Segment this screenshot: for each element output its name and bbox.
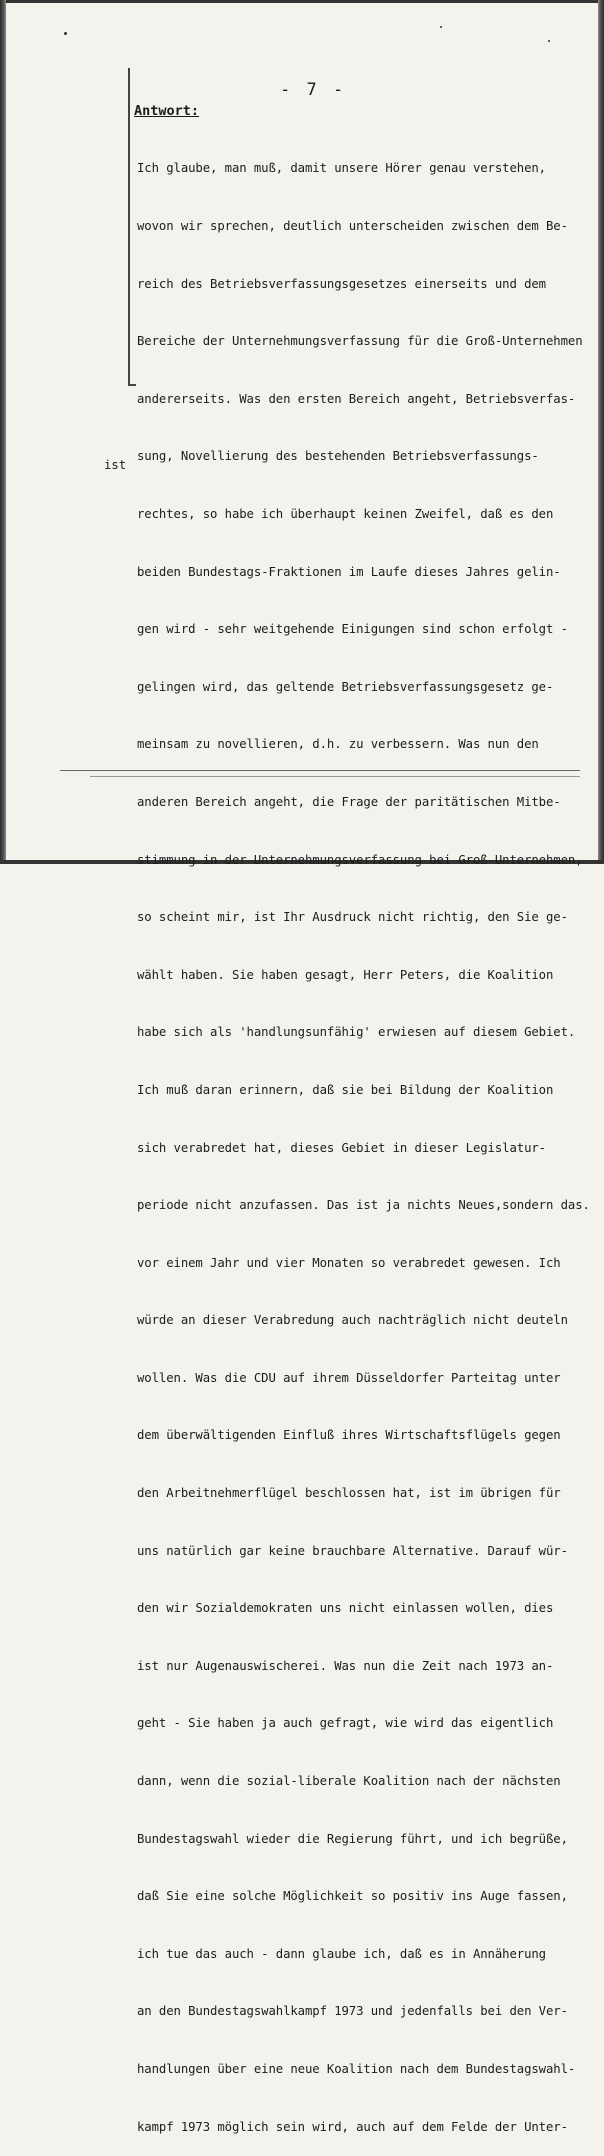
margin-note: ist (104, 458, 127, 472)
text-line: den wir Sozialdemokraten uns nicht einlassen wollen, dies (137, 1601, 554, 1616)
text-line: stimmung in der Unternehmungsverfassung bei Groß-Unternehmen, (137, 852, 583, 867)
text-line: uns natürlich gar keine brauchbare Alternative. Darauf wür- (137, 1543, 568, 1558)
scan-speck (548, 40, 550, 42)
margin-bracket (128, 68, 130, 384)
text-line: reich des Betriebsverfassungsgesetzes einerseits und dem (137, 276, 546, 291)
text-line: Bundestagswahl wieder die Regierung führt, und ich begrüße, (137, 1831, 568, 1846)
text-line: rechtes, so habe ich überhaupt keinen Zweifel, daß es den (137, 506, 554, 521)
scan-border-top (0, 0, 604, 3)
margin-bracket-foot (128, 384, 136, 386)
text-line: wovon wir sprechen, deutlich unterscheiden zwischen dem Be- (137, 219, 568, 233)
scan-speck (440, 26, 442, 28)
text-line: beiden Bundestags-Fraktionen im Laufe dieses Jahres gelin- (137, 564, 561, 579)
text-line: anderen Bereich angeht, die Frage der paritätischen Mitbe- (137, 794, 561, 809)
text-line: würde an dieser Verabredung auch nachträglich nicht deuteln (137, 1313, 568, 1328)
text-line: den Arbeitnehmerflügel beschlossen hat, ist im übrigen für (137, 1486, 561, 1501)
text-line: kampf 1973 möglich sein wird, auch auf dem Felde der Unter- (137, 2119, 568, 2134)
body-text (137, 121, 597, 2156)
text-line: Ich glaube, man muß, damit unsere Hörer genau verstehen, (137, 161, 546, 176)
text-line: meinsam zu novellieren, d.h. zu verbessern. Was nun den (137, 737, 539, 752)
text-line: ist nur Augenauswischerei. Was nun die Zeit nach 1973 an- (137, 1658, 554, 1673)
scan-speck (64, 32, 67, 35)
divider-line-faint (90, 776, 580, 777)
text-line: periode nicht anzufassen. Das ist ja nichts Neues,sondern das. (137, 1198, 590, 1213)
text-line: wollen. Was die CDU auf ihrem Düsseldorfer Parteitag unter (137, 1370, 561, 1385)
text-line: dem überwältigenden Einfluß ihres Wirtschaftsflügels gegen (137, 1428, 561, 1443)
divider-line (60, 770, 580, 771)
text-line: geht - Sie haben ja auch gefragt, wie wird das eigentlich (137, 1716, 554, 1731)
answer-heading: Antwort: (134, 103, 200, 119)
page-number: - 7 - (280, 80, 347, 100)
text-line: habe sich als 'handlungsunfähig' erwiesen auf diesem Gebiet. (137, 1025, 576, 1040)
text-line: Bereiche der Unternehmungsverfassung für die Groß-Unternehmen (137, 334, 583, 349)
text-line: so scheint mir, ist Ihr Ausdruck nicht richtig, den Sie ge- (137, 910, 568, 925)
text-line: ich tue das auch - dann glaube ich, daß es in Annäherung (137, 1946, 546, 1961)
text-line: sich verabredet hat, dieses Gebiet in dieser Legislatur- (137, 1140, 546, 1155)
scan-border-right (598, 0, 604, 864)
text-line: gen wird - sehr weitgehende Einigungen sind schon erfolgt - (137, 622, 568, 637)
text-line: gelingen wird, das geltende Betriebsverfassungsgesetz ge- (137, 679, 554, 694)
text-line: sung, Novellierung des bestehenden Betriebsverfassungs- (137, 449, 539, 464)
text-line: daß Sie eine solche Möglichkeit so positiv ins Auge fassen, (137, 1889, 568, 1904)
text-line: dann, wenn die sozial-liberale Koalition nach der nächsten (137, 1774, 561, 1789)
text-line: Ich muß daran erinnern, daß sie bei Bildung der Koalition (137, 1082, 554, 1097)
text-line: wählt haben. Sie haben gesagt, Herr Peters, die Koalition (137, 967, 554, 982)
text-line: andererseits. Was den ersten Bereich angeht, Betriebsverfas- (137, 391, 576, 406)
text-line: handlungen über eine neue Koalition nach dem Bundestagswahl- (137, 2062, 576, 2076)
text-line: vor einem Jahr und vier Monaten so verabredet gewesen. Ich (137, 1255, 561, 1270)
text-line: an den Bundestagswahlkampf 1973 und jedenfalls bei den Ver- (137, 2004, 568, 2019)
scan-border-left (0, 0, 6, 864)
